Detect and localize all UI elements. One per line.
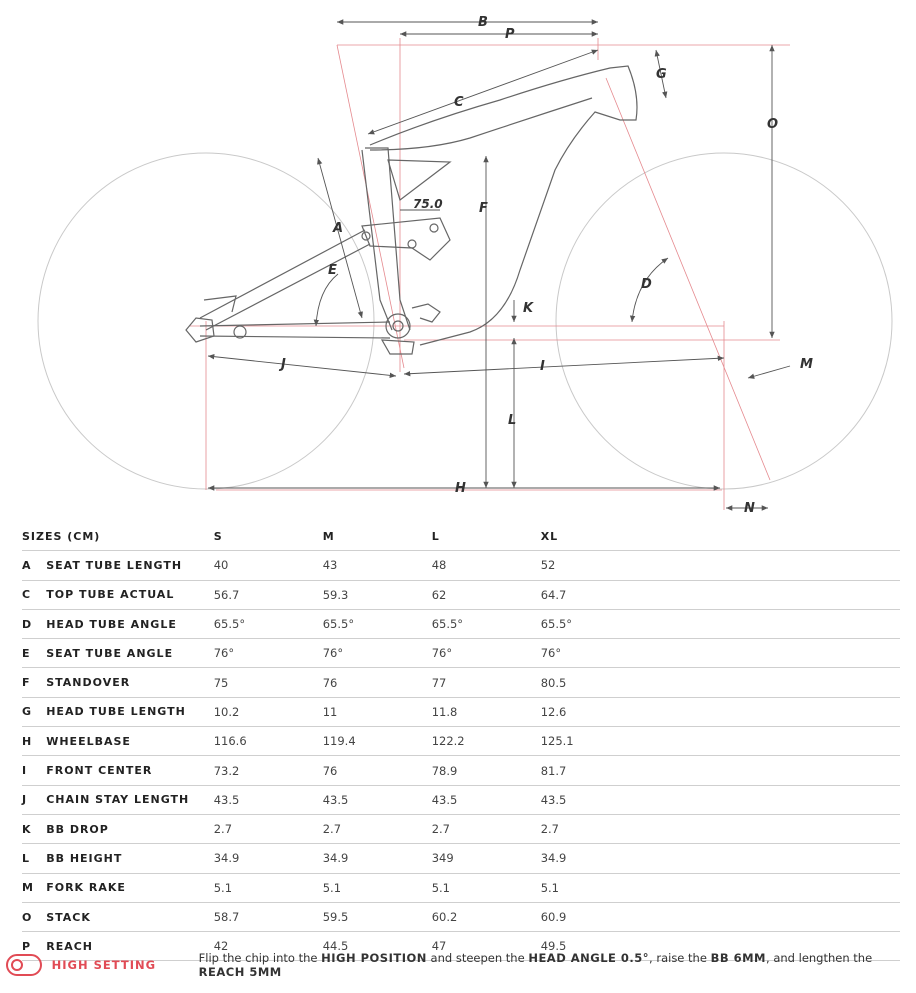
label-e: E <box>328 263 337 278</box>
value-xl: 43.5 <box>541 785 900 814</box>
row-code: A <box>22 551 46 580</box>
header-xl: XL <box>541 522 900 551</box>
label-l: L <box>508 413 517 428</box>
value-s: 116.6 <box>214 727 323 756</box>
value-m: 5.1 <box>323 873 432 902</box>
row-code: H <box>22 727 46 756</box>
value-m: 43 <box>323 551 432 580</box>
dimension-lines <box>208 22 790 508</box>
table-row <box>22 639 900 668</box>
label-n: N <box>744 501 755 516</box>
value-xl: 65.5° <box>541 609 900 638</box>
row-code: C <box>22 580 46 609</box>
value-m: 76 <box>323 756 432 785</box>
label-h: H <box>455 481 466 496</box>
value-s: 2.7 <box>214 814 323 843</box>
value-xl: 64.7 <box>541 580 900 609</box>
value-l: 47 <box>432 932 541 961</box>
label-f: F <box>479 201 488 216</box>
label-o: O <box>767 117 779 132</box>
row-name: HEAD TUBE ANGLE <box>46 609 214 638</box>
value-l: 76° <box>432 639 541 668</box>
row-code: O <box>22 902 46 931</box>
row-name: SEAT TUBE ANGLE <box>46 639 214 668</box>
value-m: 44.5 <box>323 932 432 961</box>
value-s: 58.7 <box>214 902 323 931</box>
seat-angle-label: 75.0 <box>413 197 443 211</box>
value-xl: 34.9 <box>541 844 900 873</box>
high-setting-label: HIGH SETTING <box>51 958 157 972</box>
high-setting-text: Flip the chip into the HIGH POSITION and steepen the HEAD ANGLE 0.5°, raise the BB 6MM, and lengthen the REACH 5MM <box>198 951 873 979</box>
value-s: 34.9 <box>214 844 323 873</box>
value-l: 77 <box>432 668 541 697</box>
row-name: SEAT TUBE LENGTH <box>46 551 214 580</box>
value-s: 43.5 <box>214 785 323 814</box>
row-code: F <box>22 668 46 697</box>
value-m: 65.5° <box>323 609 432 638</box>
row-code: M <box>22 873 46 902</box>
value-s: 73.2 <box>214 756 323 785</box>
header-sizes: SIZES (CM) <box>22 522 214 551</box>
value-l: 43.5 <box>432 785 541 814</box>
table-row <box>22 697 900 726</box>
row-name: REACH <box>46 932 214 961</box>
label-c: C <box>454 95 464 110</box>
value-xl: 125.1 <box>541 727 900 756</box>
label-p: P <box>505 27 515 42</box>
value-l: 349 <box>432 844 541 873</box>
label-g: G <box>656 67 667 82</box>
value-s: 65.5° <box>214 609 323 638</box>
row-code: L <box>22 844 46 873</box>
value-xl: 76° <box>541 639 900 668</box>
high-setting-note <box>6 950 906 980</box>
row-code: G <box>22 697 46 726</box>
header-s: S <box>214 522 323 551</box>
label-d: D <box>641 277 652 292</box>
label-j: J <box>281 357 286 372</box>
value-l: 48 <box>432 551 541 580</box>
value-s: 56.7 <box>214 580 323 609</box>
value-xl: 49.5 <box>541 932 900 961</box>
value-l: 78.9 <box>432 756 541 785</box>
value-l: 60.2 <box>432 902 541 931</box>
value-m: 119.4 <box>323 727 432 756</box>
table-row <box>22 873 900 902</box>
table-row <box>22 785 900 814</box>
row-name: STANDOVER <box>46 668 214 697</box>
row-code: I <box>22 756 46 785</box>
table-row <box>22 814 900 843</box>
value-xl: 81.7 <box>541 756 900 785</box>
header-l: L <box>432 522 541 551</box>
guide-lines <box>190 38 790 510</box>
row-code: J <box>22 785 46 814</box>
table-row <box>22 668 900 697</box>
label-b: B <box>478 15 488 30</box>
row-name: STACK <box>46 902 214 931</box>
value-m: 2.7 <box>323 814 432 843</box>
row-code: E <box>22 639 46 668</box>
row-name: BB HEIGHT <box>46 844 214 873</box>
value-m: 76 <box>323 668 432 697</box>
value-s: 42 <box>214 932 323 961</box>
row-name: WHEELBASE <box>46 727 214 756</box>
value-xl: 12.6 <box>541 697 900 726</box>
value-l: 122.2 <box>432 727 541 756</box>
value-s: 75 <box>214 668 323 697</box>
value-m: 76° <box>323 639 432 668</box>
row-code: D <box>22 609 46 638</box>
value-xl: 5.1 <box>541 873 900 902</box>
value-l: 62 <box>432 580 541 609</box>
label-a: A <box>333 221 344 236</box>
value-l: 5.1 <box>432 873 541 902</box>
value-m: 59.5 <box>323 902 432 931</box>
row-name: BB DROP <box>46 814 214 843</box>
label-i: I <box>540 359 545 374</box>
table-row <box>22 902 900 931</box>
row-name: TOP TUBE ACTUAL <box>46 580 214 609</box>
header-m: M <box>323 522 432 551</box>
value-l: 2.7 <box>432 814 541 843</box>
value-xl: 2.7 <box>541 814 900 843</box>
table-header-row <box>22 522 900 551</box>
value-s: 76° <box>214 639 323 668</box>
value-s: 10.2 <box>214 697 323 726</box>
table-row <box>22 756 900 785</box>
value-l: 11.8 <box>432 697 541 726</box>
table-row <box>22 609 900 638</box>
row-name: FORK RAKE <box>46 873 214 902</box>
table-row <box>22 844 900 873</box>
value-s: 5.1 <box>214 873 323 902</box>
label-k: K <box>523 301 534 316</box>
value-xl: 52 <box>541 551 900 580</box>
value-l: 65.5° <box>432 609 541 638</box>
row-name: FRONT CENTER <box>46 756 214 785</box>
row-code: K <box>22 814 46 843</box>
dimension-labels <box>278 15 813 516</box>
value-xl: 80.5 <box>541 668 900 697</box>
label-m: M <box>800 357 813 372</box>
geometry-table <box>22 522 900 961</box>
table-row <box>22 727 900 756</box>
table-row <box>22 580 900 609</box>
value-s: 40 <box>214 551 323 580</box>
value-m: 43.5 <box>323 785 432 814</box>
value-m: 34.9 <box>323 844 432 873</box>
row-code: P <box>22 932 46 961</box>
value-m: 11 <box>323 697 432 726</box>
flip-chip-icon <box>6 954 42 976</box>
row-name: CHAIN STAY LENGTH <box>46 785 214 814</box>
table-row <box>22 551 900 580</box>
row-name: HEAD TUBE LENGTH <box>46 697 214 726</box>
value-m: 59.3 <box>323 580 432 609</box>
value-xl: 60.9 <box>541 902 900 931</box>
